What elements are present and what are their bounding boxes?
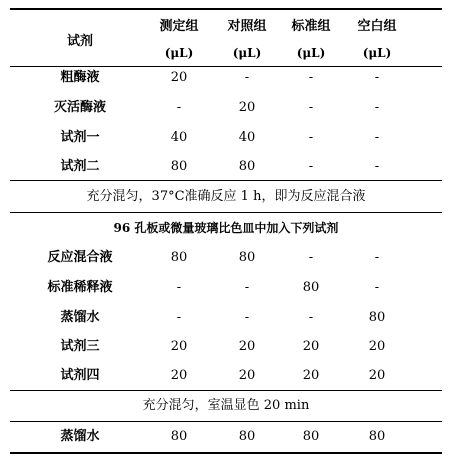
table-cell: 80 (238, 250, 256, 265)
table-cell: - (374, 159, 380, 174)
table-cell: 20 (170, 368, 188, 383)
table-cell: 80 (170, 159, 188, 174)
note2-bottom-rule (10, 421, 442, 422)
table-cell: 80 (368, 429, 386, 444)
table-cell: - (176, 310, 182, 325)
table-cell: - (374, 280, 380, 295)
table-cell: 80 (170, 429, 188, 444)
row-label: 试剂四 (60, 368, 100, 383)
col-unit-control: (μL) (232, 46, 262, 60)
col-header-assay: 测定组 (159, 19, 199, 34)
section2-bottom-rule (10, 390, 442, 391)
section1-bottom-rule (10, 180, 442, 181)
note-incubation: 充分混匀，37°C准确反应 1 h，即为反应混合液 (86, 189, 366, 204)
table-cell: 20 (170, 339, 188, 354)
row-label: 试剂三 (60, 339, 100, 354)
header-reagent: 试剂 (66, 34, 93, 49)
col-unit-blank: (μL) (362, 46, 392, 60)
row-label: 试剂二 (60, 159, 100, 174)
table-cell: - (244, 310, 250, 325)
row-label: 反应混合液 (47, 250, 113, 265)
table-top-rule (10, 8, 442, 10)
table-cell: - (244, 280, 250, 295)
table-cell: - (308, 130, 314, 145)
col-header-standard: 标准组 (291, 19, 331, 34)
table-cell: - (374, 130, 380, 145)
table-cell: 20 (238, 100, 256, 115)
header-bottom-rule (10, 66, 442, 67)
table-cell: - (176, 100, 182, 115)
table-cell: - (308, 310, 314, 325)
table-cell: - (308, 159, 314, 174)
table-cell: 20 (238, 368, 256, 383)
col-unit-assay: (μL) (164, 46, 194, 60)
row-label: 粗酶液 (60, 70, 100, 85)
table-cell: 20 (170, 70, 188, 85)
table-cell: 40 (238, 130, 256, 145)
section2-title: 96 孔板或微量玻璃比色皿中加入下列试剂 (113, 221, 339, 235)
table-cell: 80 (238, 159, 256, 174)
table-cell: 80 (368, 310, 386, 325)
table-cell: - (374, 250, 380, 265)
table-cell: - (308, 250, 314, 265)
table-cell: - (308, 100, 314, 115)
col-header-control: 对照组 (227, 19, 267, 34)
note-color-development: 充分混匀，室温显色 20 min (142, 398, 310, 413)
table-cell: 20 (302, 339, 320, 354)
table-cell: 80 (302, 429, 320, 444)
table-cell: 40 (170, 130, 188, 145)
table-cell: - (244, 70, 250, 85)
row-label: 灭活酶液 (53, 100, 106, 115)
table-cell: - (176, 280, 182, 295)
table-bottom-rule (10, 452, 442, 454)
row-label: 试剂一 (60, 130, 100, 145)
table-cell: 20 (238, 339, 256, 354)
col-header-blank: 空白组 (357, 19, 397, 34)
note1-bottom-rule (10, 212, 442, 213)
table-cell: - (374, 70, 380, 85)
table-cell: 20 (368, 339, 386, 354)
row-label: 蒸馏水 (60, 310, 100, 325)
table-cell: 80 (238, 429, 256, 444)
table-cell: 20 (302, 368, 320, 383)
table-cell: - (374, 100, 380, 115)
col-unit-standard: (μL) (296, 46, 326, 60)
row-label: 蒸馏水 (60, 429, 100, 444)
row-label: 标准稀释液 (47, 280, 113, 295)
table-cell: 20 (368, 368, 386, 383)
table-cell: - (308, 70, 314, 85)
table-cell: 80 (170, 250, 188, 265)
table-cell: 80 (302, 280, 320, 295)
